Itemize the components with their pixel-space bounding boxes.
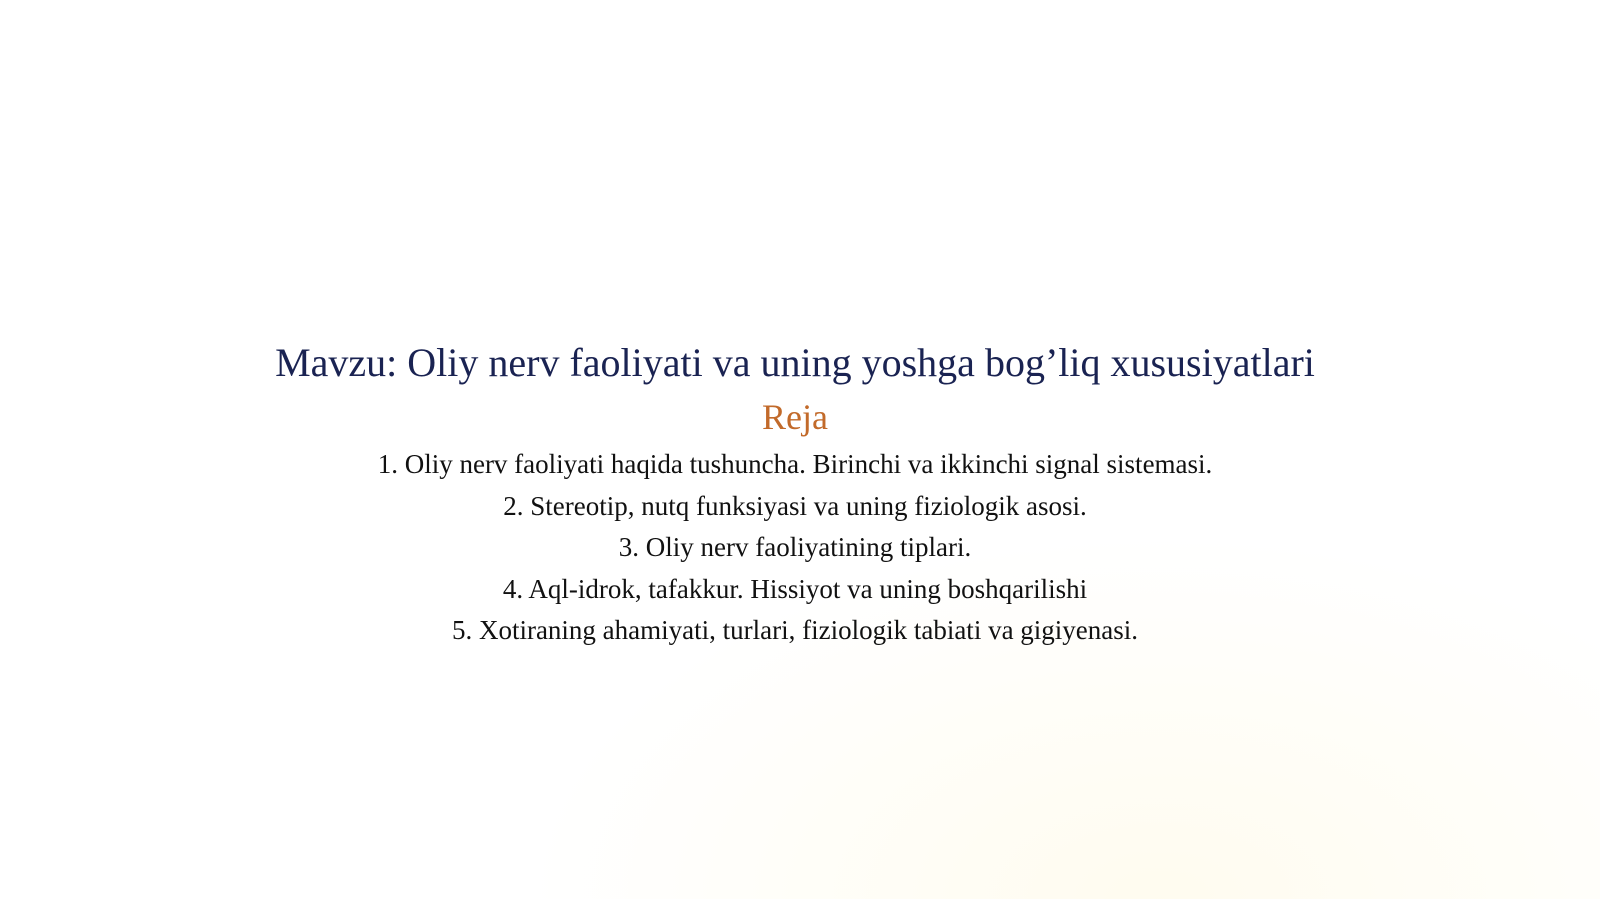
slide-title: Mavzu: Oliy nerv faoliyati va uning yoshga bog’liq xususiyatlari: [275, 340, 1315, 385]
plan-item-4: 4. Aql-idrok, tafakkur. Hissiyot va uning boshqarilishi: [502, 573, 1088, 604]
plan-list: [0, 444, 1590, 652]
plan-item-2: 2. Stereotip, nutq funksiyasi va uning fiziologik asosi.: [503, 490, 1087, 521]
slide-subtitle: Reja: [762, 397, 828, 437]
plan-item-5: 5. Xotiraning ahamiyati, turlari, fiziologik tabiati va gigiyenasi.: [451, 615, 1139, 645]
plan-item-3: 3. Oliy nerv faoliyatining tiplari.: [618, 532, 972, 562]
plan-item-1: 1. Oliy nerv faoliyati haqida tushuncha. Birinchi va ikkinchi signal sistemasi.: [377, 449, 1213, 479]
slide-content: [0, 336, 1590, 652]
